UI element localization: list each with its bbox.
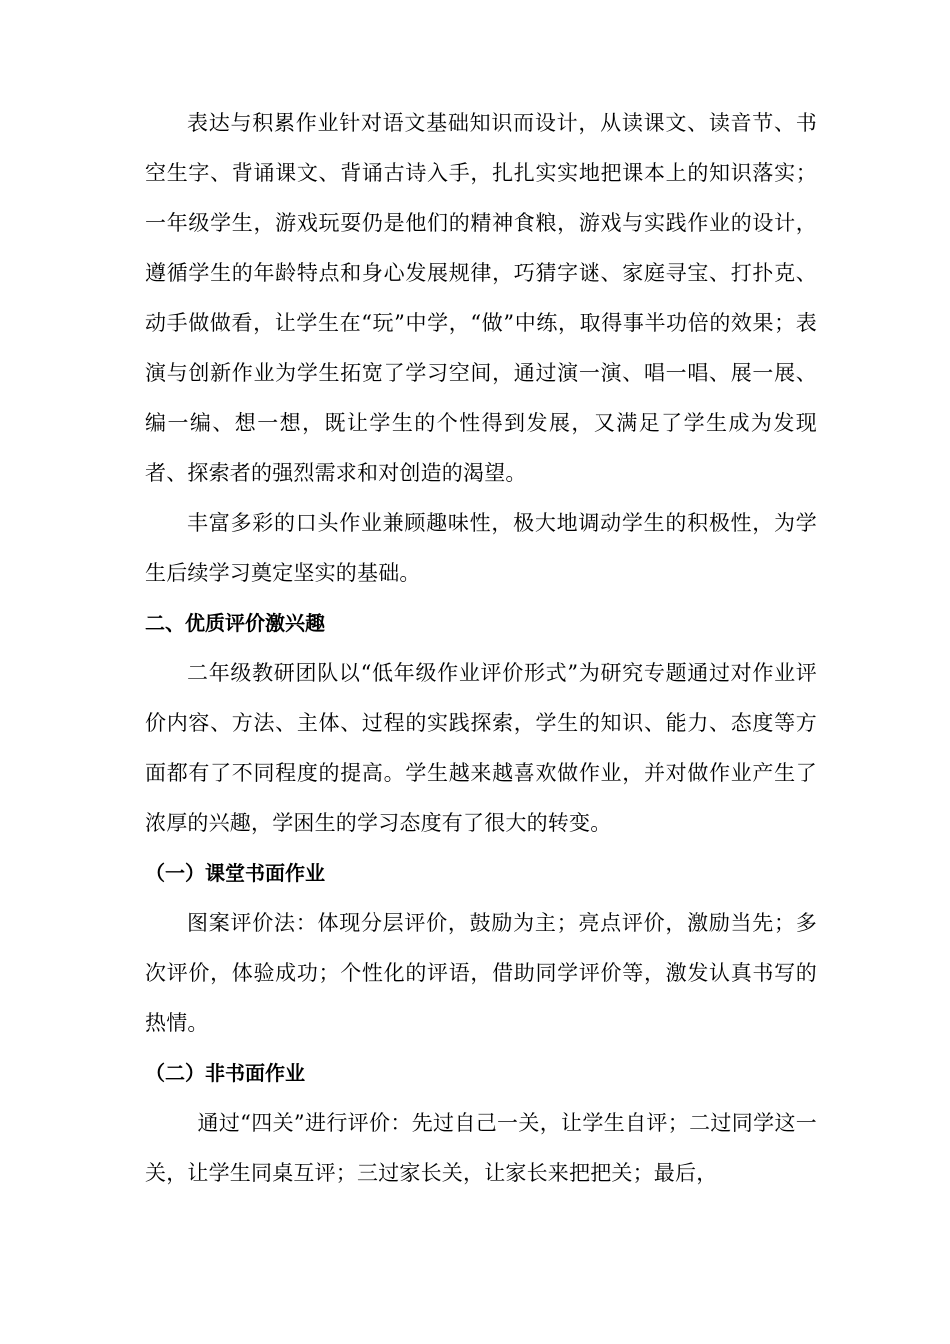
paragraph-four-checkpoints: 通过“四关”进行评价：先过自己一关，让学生自评；二过同学这一关，让学生同桌互评；三过家长关，让家长来把把关；最后， [145, 1111, 817, 1185]
section-heading-evaluation: 二、优质评价激兴趣 [145, 611, 325, 635]
subsection-heading-classroom-written: （一）课堂书面作业 [145, 861, 325, 885]
paragraph-expression-accumulation: 表达与积累作业针对语文基础知识而设计，从读课文、读音节、书空生字、背诵课文、背诵古诗入手，扎扎实实地把课本上的知识落实；一年级学生，游戏玩耍仍是他们的精神食粮，游戏与实践作业的设计，遵循学生的年龄特点和身心发展规律，巧猜字谜、家庭寻宝、打扑克、动手做做看，让学生在“玩”中学，“做”中练，取得事半功倍的效果；表演与创新作业为学生拓宽了学习空间，通过演一演、唱一唱、展一展、编一编、想一想，既让学生的个性得到发展，又满足了学生成为发现者、探索者的强烈需求和对创造的渴望。 [145, 111, 817, 485]
subsection-heading-non-written: （二）非书面作业 [145, 1061, 305, 1085]
document-body [145, 98, 817, 1198]
paragraph-pattern-evaluation: 图案评价法：体现分层评价，鼓励为主；亮点评价，激励当先；多次评价，体验成功；个性化的评语，借助同学评价等，激发认真书写的热情。 [145, 911, 817, 1035]
paragraph-oral-homework: 丰富多彩的口头作业兼顾趣味性，极大地调动学生的积极性，为学生后续学习奠定坚实的基础。 [145, 511, 817, 585]
paragraph-grade-two-research: 二年级教研团队以“低年级作业评价形式”为研究专题通过对作业评价内容、方法、主体、过程的实践探索，学生的知识、能力、态度等方面都有了不同程度的提高。学生越来越喜欢做作业，并对做作业产生了浓厚的兴趣，学困生的学习态度有了很大的转变。 [145, 661, 817, 835]
